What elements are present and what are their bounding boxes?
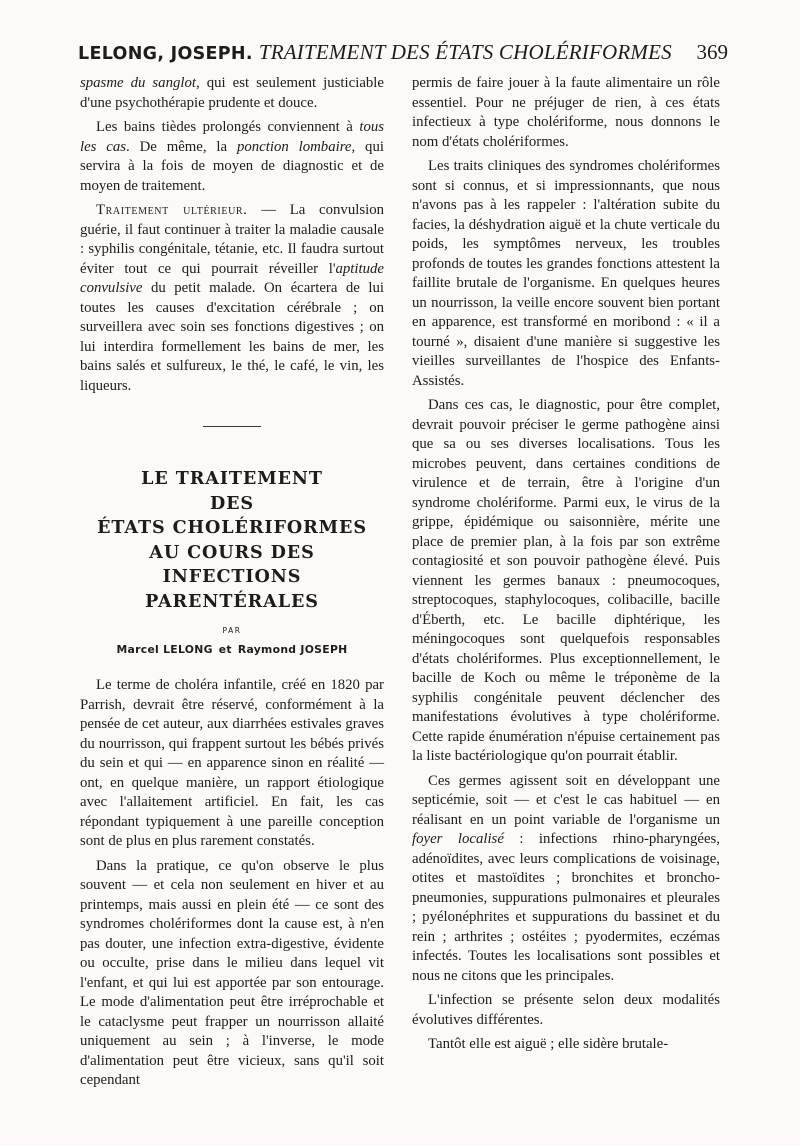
emphasis: spasme du sanglot,	[80, 75, 200, 91]
paragraph: Tantôt elle est aiguë ; elle sidère brutale-	[428, 1036, 669, 1052]
text: du petit malade. On écartera de lui toutes les causes d'excitation cérébrale ; on surveillera avec soin ses fonctions digestives ; on lui interdira formellement les bains de mer, les bains salés et sulfureux, le thé, le café, le vin, les liqueurs.	[80, 280, 384, 394]
section-divider	[203, 426, 261, 427]
running-head-title: TRAITEMENT DES ÉTATS CHOLÉRIFORMES	[258, 40, 672, 64]
text: Les bains tièdes prolongés conviennent à	[96, 119, 360, 135]
paragraph: Les traits cliniques des syndromes cholériformes sont si connus, et si impressionnants, que nous n'avons pas à les rappeler : l'altération subite du facies, la déshydration aiguë et la chute verticale du poids, les symptômes nerveux, les troubles profonds de toutes les grandes fonctions attestent la faillite brutale de l'organisme. En quelques heures un nourrisson, la veille encore souvent bien portant en apparence, est transformé en moribond : « il a tourné », disaient d'une manière si suggestive les vieilles surveillantes de l'hospice des Enfants-Assistés.	[412, 158, 720, 389]
text: — La convulsion guérie, il faut continuer à traiter la maladie causale : syphilis congénitale, tétanie, etc. Il faudra surtout éviter tout ce qui pourrait réveiller l'	[80, 202, 384, 277]
byline-authors	[80, 643, 384, 656]
paragraph: Le terme de choléra infantile, créé en 1820 par Parrish, devrait être réservé, conformément à la pensée de cet auteur, aux diarrhées estivales graves du nourrisson, qui frappent surtout les bébés privés du sein et qui — en apparence sinon en réalité — ont, en quelque manière, un rapport étiologique avec l'allaitement artificiel. En fait, les cas répondant typiquement à une pareille conception sont de plus en plus rarement constatés.	[80, 677, 384, 849]
left-column	[80, 74, 384, 1091]
article-title-line: DES	[209, 492, 255, 514]
article-title	[80, 467, 384, 614]
paragraph	[80, 118, 384, 196]
paragraph: Dans la pratique, ce qu'on observe le plus souvent — et cela non seulement en hiver et au printemps, mais aussi en plein été — ce sont des syndromes cholériformes dont la cause est, à n'en pas douter, une infection extra-digestive, évidente ou occulte, prise dans le milieu dans lequel vit l'enfant, et qui lui est apportée par son entourage. Le mode d'alimentation peut être irréprochable et le cataclysme peut frapper un nourrisson allaité uniquement au sein ; à l'inverse, le mode d'alimentation peut être vicieux, sans qu'il soit cependant	[80, 857, 384, 1088]
paragraph	[412, 772, 720, 987]
paragraph: permis de faire jouer à la faute alimentaire un rôle essentiel. Pour ne préjuger de rien, à ces états infectieux à type cholériforme, nous donnons le nom d'états cholériformes.	[412, 75, 720, 150]
text: : infections rhino-pharyngées, adénoïdites, avec leurs complications de voisinage, otites et mastoïdites ; bronchites et broncho-pneumonies, suppurations pulmonaires et pleurales ; pyélonéphrites et suppurations du bassinet et du rein ; arthrites ; ostéites ; pyodermites, eczémas infectés. Toutes les localisations sont possibles et nous ne citons que les principales.	[412, 831, 720, 984]
paragraph: L'infection se présente selon deux modalités évolutives différentes.	[412, 992, 720, 1028]
page-number: 369	[696, 40, 728, 64]
section-label: Traitement ultérieur.	[96, 202, 248, 218]
emphasis: aptitude convulsive	[80, 260, 384, 296]
paragraph: Dans ces cas, le diagnostic, pour être complet, devrait pouvoir préciser le germe pathogène ainsi que sa ou ses diverses localisations. Tous les microbes peuvent, dans certaines conditions de virulence et de terrain, être à l'origine d'un syndrome cholériforme. Parmi eux, le virus de la grippe, épidémique ou saisonnière, mérite une place de premier plan, à la fois par son extrême contagiosité et son pouvoir pathogène élevé. Puis viennent les germes banaux : pneumocoques, streptocoques, staphylocoques, colibacille, bacille d'Éberth, etc. Le bacille diphtérique, les méningocoques sont quelquefois responsables d'états cholériformes. Plus exceptionnellement, le bacille de Koch ou même le tréponème de la syphilis congénitale peuvent déclencher des manifestations évolutives à type cholériforme. Cette rapide énumération n'épuise certainement pas la liste bactériologique qu'on pourrait établir.	[412, 397, 720, 764]
paragraph	[80, 74, 384, 113]
emphasis: ponction lombaire	[236, 138, 352, 155]
running-head-authors: LELONG, JOSEPH.	[78, 44, 253, 64]
byline-conjunction: et	[218, 643, 232, 656]
paragraph	[80, 201, 384, 396]
running-head	[78, 40, 728, 72]
article-title-line: LE TRAITEMENT	[141, 468, 323, 489]
article-title-line: AU COURS DES INFECTIONS	[149, 541, 315, 587]
article-title-line: ÉTATS CHOLÉRIFORMES	[97, 517, 367, 538]
right-column	[412, 74, 720, 1055]
text: , qui servira à la fois de moyen de diagnostic et de moyen de traitement.	[80, 138, 384, 194]
author-name: Marcel LELONG	[116, 643, 213, 656]
emphasis: foyer localisé	[412, 831, 504, 847]
byline-par: PAR	[222, 626, 242, 635]
text: Ces germes agissent soit en développant une septicémie, soit — et c'est le cas habituel — en réalisant en un point variable de l'organisme un	[412, 772, 720, 828]
text: . De même, la	[126, 138, 237, 155]
text: qui est seulement justiciable d'une psychothérapie prudente et douce.	[80, 75, 384, 111]
emphasis: tous les cas	[80, 119, 384, 155]
author-name: Raymond JOSEPH	[237, 643, 348, 656]
article-title-line: PARENTÉRALES	[145, 590, 319, 612]
